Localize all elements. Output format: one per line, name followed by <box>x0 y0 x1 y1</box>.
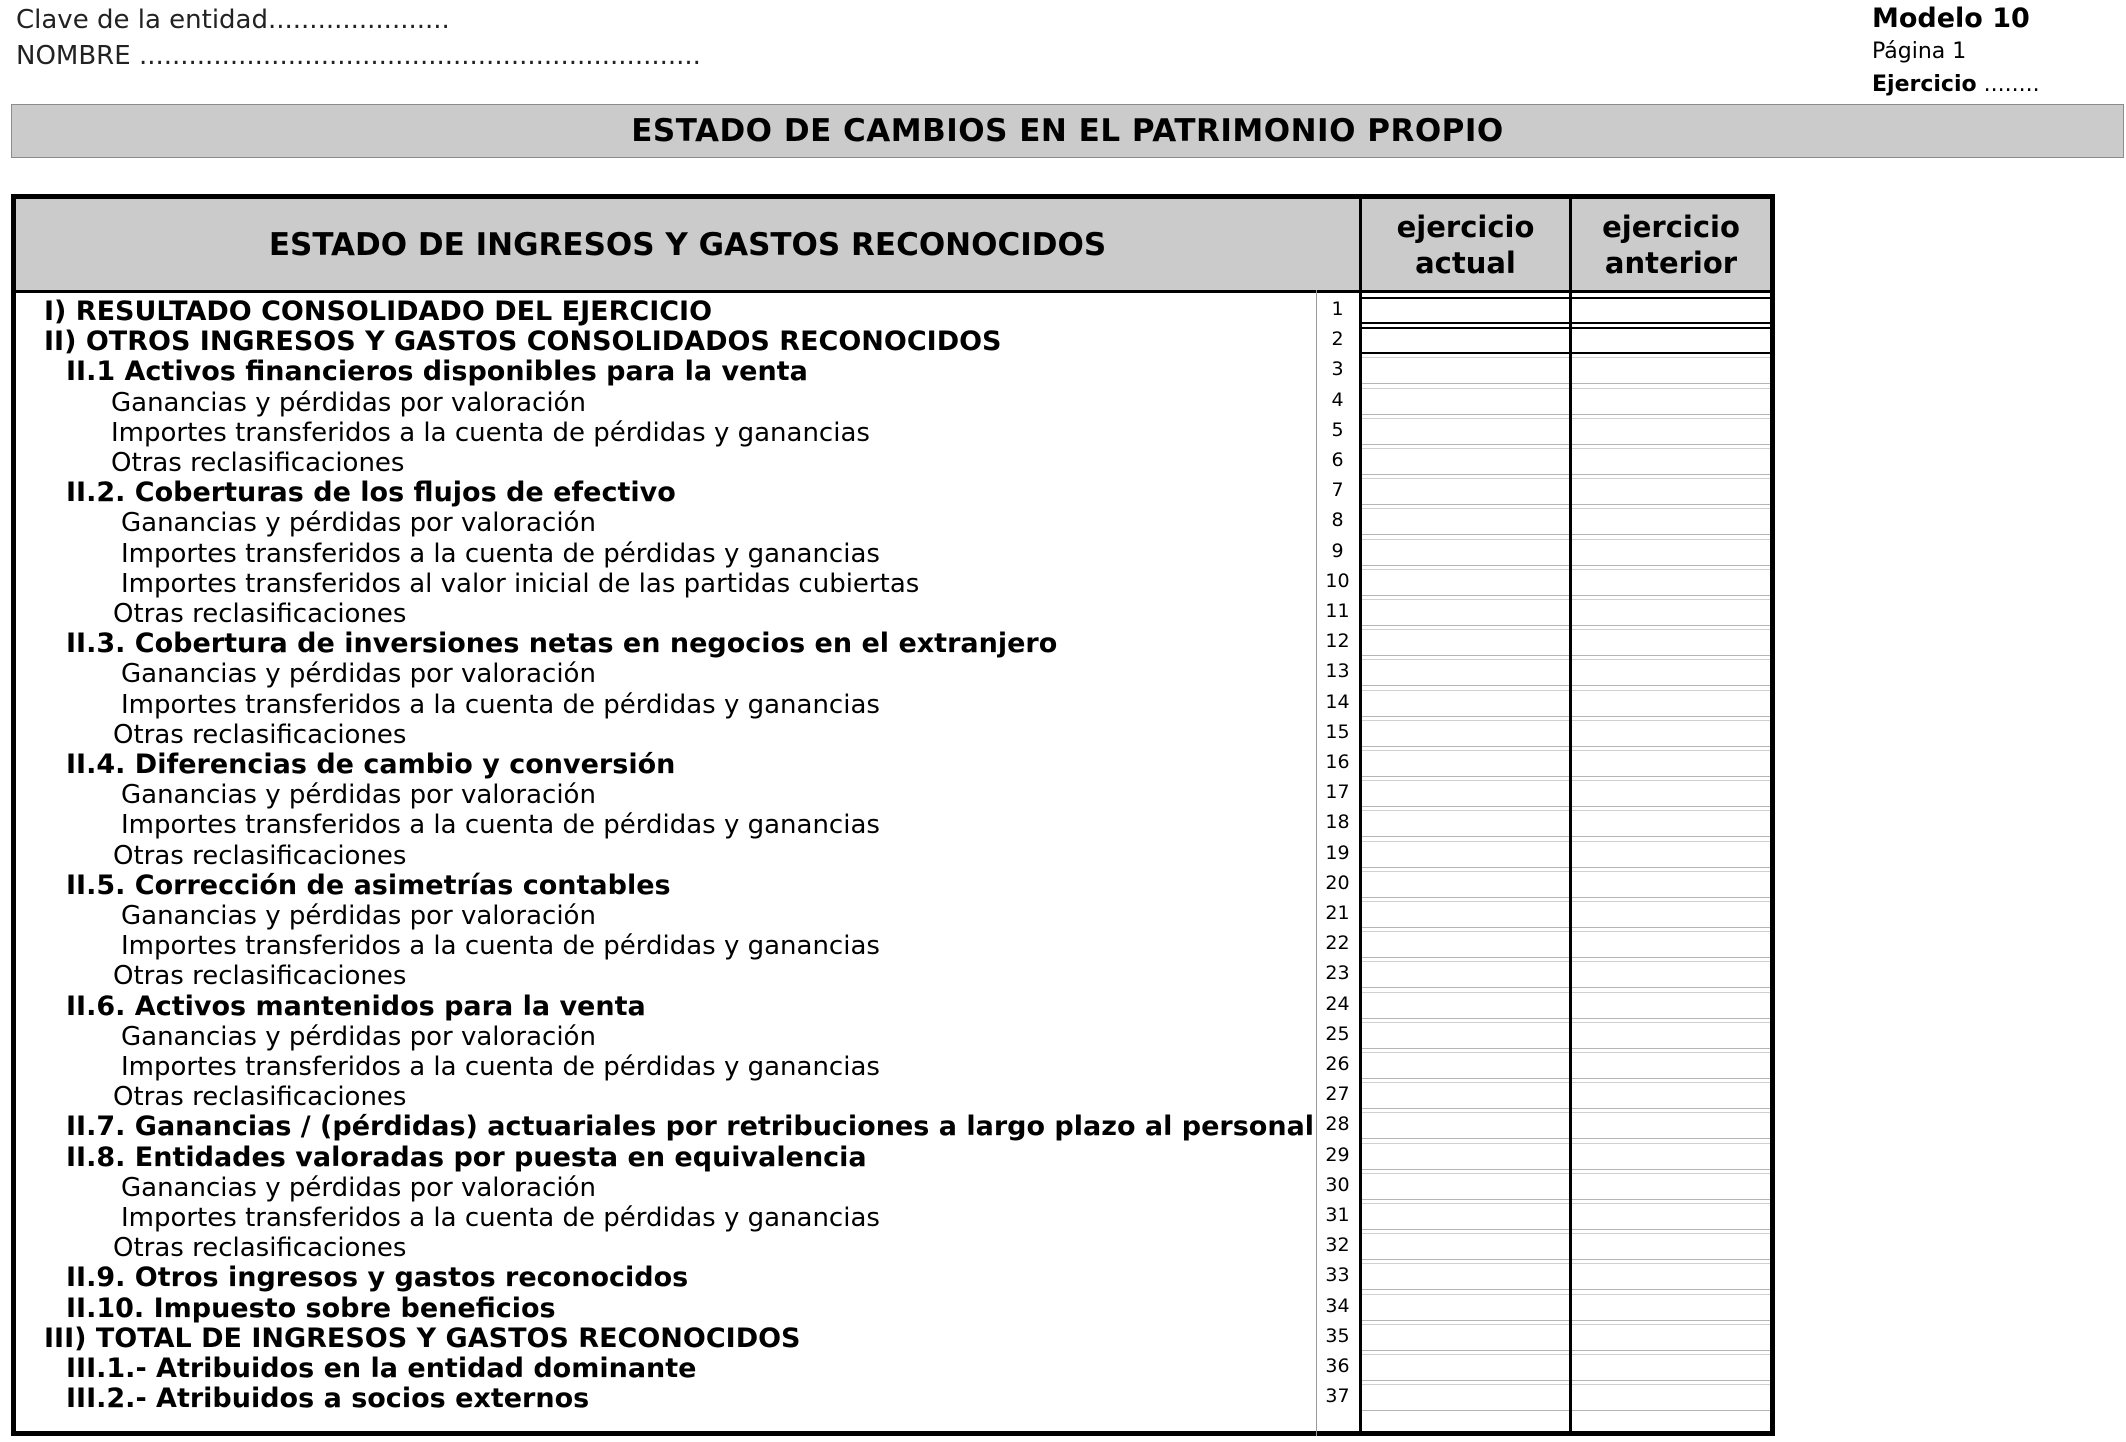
previous-year-input[interactable] <box>1572 418 1770 445</box>
current-year-input[interactable] <box>1362 327 1569 354</box>
current-year-input[interactable] <box>1362 539 1569 566</box>
row-number: 12 <box>1325 630 1350 653</box>
current-year-input[interactable] <box>1362 388 1569 415</box>
row-label: Otras reclasificaciones <box>113 1082 407 1113</box>
row-label: Importes transferidos a la cuenta de pérdidas y ganancias <box>121 1203 880 1233</box>
row-label: Otras reclasificaciones <box>113 840 407 871</box>
row-label: II.2. Coberturas de los flujos de efectivo <box>66 477 676 509</box>
previous-year-input[interactable] <box>1572 1173 1770 1200</box>
current-year-input[interactable] <box>1362 780 1569 807</box>
current-year-input[interactable] <box>1362 418 1569 445</box>
row-number: 1 <box>1331 298 1344 320</box>
table-row <box>16 1201 1770 1231</box>
previous-year-input[interactable] <box>1572 750 1770 777</box>
table-title: ESTADO DE INGRESOS Y GASTOS RECONOCIDOS <box>268 226 1107 263</box>
row-label: II.4. Diferencias de cambio y conversión <box>66 749 676 780</box>
table-row <box>16 325 1770 358</box>
previous-year-input[interactable] <box>1572 1082 1770 1109</box>
previous-year-input[interactable] <box>1572 448 1770 475</box>
previous-year-input[interactable] <box>1572 327 1770 354</box>
entity-header <box>16 2 701 74</box>
previous-year-input[interactable] <box>1572 931 1770 958</box>
row-number: 23 <box>1325 962 1350 985</box>
row-label: III) TOTAL DE INGRESOS Y GASTOS RECONOCIDOS <box>44 1322 801 1354</box>
current-year-input[interactable] <box>1362 1294 1569 1321</box>
row-number: 4 <box>1331 388 1344 411</box>
page-title: ESTADO DE CAMBIOS EN EL PATRIMONIO PROPIO <box>11 104 2124 158</box>
current-year-input[interactable] <box>1362 1233 1569 1260</box>
row-number: 29 <box>1325 1143 1350 1166</box>
current-year-input[interactable] <box>1362 478 1569 505</box>
row-label: Otras reclasificaciones <box>113 719 407 750</box>
row-number: 37 <box>1325 1385 1350 1408</box>
current-year-input[interactable] <box>1362 901 1569 928</box>
row-label: Otras reclasificaciones <box>113 1233 407 1264</box>
table-row <box>16 1050 1770 1080</box>
table-row <box>16 567 1770 597</box>
table-row <box>16 1110 1770 1143</box>
current-year-input[interactable] <box>1362 599 1569 626</box>
row-number: 3 <box>1331 358 1344 381</box>
row-number: 10 <box>1325 569 1350 592</box>
row-label: Ganancias y pérdidas por valoración <box>111 387 586 418</box>
current-year-input[interactable] <box>1362 931 1569 958</box>
row-label: Ganancias y pérdidas por valoración <box>121 659 596 690</box>
current-year-input[interactable] <box>1362 690 1569 717</box>
table-row <box>16 1141 1770 1171</box>
current-year-input[interactable] <box>1362 1324 1569 1351</box>
row-label: Importes transferidos a la cuenta de pérdidas y ganancias <box>121 810 880 841</box>
current-year-input[interactable] <box>1362 659 1569 686</box>
row-label: Importes transferidos a la cuenta de pérdidas y ganancias <box>111 417 870 448</box>
table-row <box>16 597 1770 627</box>
form-model: Modelo 10 <box>1872 3 2030 34</box>
table-row <box>16 537 1770 567</box>
table-row <box>16 506 1770 539</box>
previous-year-input[interactable] <box>1572 357 1770 384</box>
previous-year-input[interactable] <box>1572 1052 1770 1079</box>
previous-year-input[interactable] <box>1572 841 1770 868</box>
current-year-input[interactable] <box>1362 448 1569 475</box>
row-label: Importes transferidos a la cuenta de pérdidas y ganancias <box>121 1052 880 1082</box>
page-number: Página 1 <box>1872 39 1967 64</box>
table-row <box>16 657 1770 690</box>
table-row <box>16 748 1770 778</box>
previous-year-input[interactable] <box>1572 961 1770 988</box>
previous-year-input[interactable] <box>1572 871 1770 898</box>
current-year-input[interactable] <box>1362 992 1569 1019</box>
column-header-current-year: ejercicio actual <box>1396 209 1535 280</box>
table-row <box>16 808 1770 841</box>
current-year-input[interactable] <box>1362 1112 1569 1139</box>
previous-year-input[interactable] <box>1572 388 1770 415</box>
previous-year-input[interactable] <box>1572 629 1770 656</box>
row-label: III.1.- Atribuidos en la entidad dominante <box>66 1353 697 1384</box>
row-label: Ganancias y pérdidas por valoración <box>121 780 596 811</box>
previous-year-input[interactable] <box>1572 569 1770 596</box>
row-label: Importes transferidos a la cuenta de pérdidas y ganancias <box>121 538 880 569</box>
previous-year-input[interactable] <box>1572 992 1770 1019</box>
current-year-input[interactable] <box>1362 297 1569 324</box>
current-year-input[interactable] <box>1362 1143 1569 1170</box>
table-row <box>16 959 1770 992</box>
row-label: II.5. Corrección de asimetrías contables <box>66 869 671 901</box>
row-number: 31 <box>1325 1204 1350 1226</box>
table-row <box>16 839 1770 869</box>
entity-key-field: Clave de la entidad...................... <box>16 5 450 35</box>
previous-year-input[interactable] <box>1572 901 1770 928</box>
previous-year-input[interactable] <box>1572 599 1770 626</box>
previous-year-input[interactable] <box>1572 810 1770 837</box>
fiscal-year-label: Ejercicio <box>1872 72 1977 97</box>
table-row <box>16 1020 1770 1050</box>
previous-year-input[interactable] <box>1572 1294 1770 1321</box>
previous-year-input[interactable] <box>1572 659 1770 686</box>
previous-year-input[interactable] <box>1572 1263 1770 1290</box>
table-row <box>16 416 1770 446</box>
current-year-input[interactable] <box>1362 1354 1569 1381</box>
table-header <box>16 199 1770 293</box>
table-row <box>16 295 1770 325</box>
income-expense-table <box>11 194 1775 1436</box>
previous-year-input[interactable] <box>1572 1203 1770 1230</box>
current-year-input[interactable] <box>1362 569 1569 596</box>
row-number: 2 <box>1331 328 1344 351</box>
current-year-input[interactable] <box>1362 1022 1569 1049</box>
row-label: II) OTROS INGRESOS Y GASTOS CONSOLIDADOS RECONOCIDOS <box>44 326 1002 358</box>
row-number: 26 <box>1325 1053 1350 1075</box>
row-number: 27 <box>1325 1083 1350 1106</box>
table-row <box>16 990 1770 1020</box>
table-row <box>16 1322 1770 1352</box>
row-label: II.8. Entidades valoradas por puesta en equivalencia <box>66 1141 867 1173</box>
row-label: II.1 Activos financieros disponibles para la venta <box>66 356 808 388</box>
current-year-input[interactable] <box>1362 508 1569 535</box>
row-label: II.10. Impuesto sobre beneficios <box>66 1292 556 1324</box>
table-row <box>16 1352 1770 1382</box>
row-number: 19 <box>1325 841 1350 864</box>
row-label: III.2.- Atribuidos a socios externos <box>66 1383 590 1415</box>
row-number: 13 <box>1325 660 1350 683</box>
table-row <box>16 1171 1770 1201</box>
previous-year-input[interactable] <box>1572 1354 1770 1381</box>
previous-year-input[interactable] <box>1572 1022 1770 1049</box>
current-year-input[interactable] <box>1362 1052 1569 1079</box>
previous-year-input[interactable] <box>1572 1112 1770 1139</box>
row-label: Ganancias y pérdidas por valoración <box>121 1172 596 1203</box>
current-year-input[interactable] <box>1362 1384 1569 1411</box>
current-year-input[interactable] <box>1362 961 1569 988</box>
table-row <box>16 446 1770 476</box>
row-number: 33 <box>1325 1264 1350 1287</box>
table-row <box>16 627 1770 660</box>
row-label: Otras reclasificaciones <box>113 961 407 992</box>
previous-year-input[interactable] <box>1572 508 1770 535</box>
fiscal-year-field <box>1872 68 2040 101</box>
table-row <box>16 1261 1770 1294</box>
row-number: 6 <box>1331 449 1344 471</box>
row-number: 18 <box>1325 811 1350 834</box>
current-year-input[interactable] <box>1362 810 1569 837</box>
table-row <box>16 355 1770 388</box>
previous-year-input[interactable] <box>1572 1233 1770 1260</box>
table-row <box>16 718 1770 748</box>
row-number: 28 <box>1325 1113 1350 1136</box>
row-number: 30 <box>1325 1173 1350 1196</box>
previous-year-input[interactable] <box>1572 539 1770 566</box>
table-row <box>16 929 1770 962</box>
previous-year-input[interactable] <box>1572 1384 1770 1411</box>
previous-year-input[interactable] <box>1572 1324 1770 1351</box>
row-number: 20 <box>1325 871 1350 894</box>
row-number: 35 <box>1325 1324 1350 1347</box>
row-label: Importes transferidos a la cuenta de pérdidas y ganancias <box>121 931 880 962</box>
row-number: 5 <box>1331 418 1344 441</box>
row-number: 17 <box>1325 781 1350 804</box>
previous-year-input[interactable] <box>1572 690 1770 717</box>
current-year-input[interactable] <box>1362 1203 1569 1230</box>
previous-year-input[interactable] <box>1572 1143 1770 1170</box>
current-year-input[interactable] <box>1362 1263 1569 1290</box>
current-year-input[interactable] <box>1362 750 1569 777</box>
current-year-input[interactable] <box>1362 871 1569 898</box>
row-label: Importes transferidos a la cuenta de pérdidas y ganancias <box>121 689 880 720</box>
fiscal-year-value: ........ <box>1983 72 2040 97</box>
row-label: Importes transferidos al valor inicial de las partidas cubiertas <box>121 568 920 599</box>
table-row <box>16 476 1770 509</box>
row-label: II.9. Otros ingresos y gastos reconocidos <box>66 1262 689 1294</box>
table-row <box>16 1292 1770 1322</box>
row-label: I) RESULTADO CONSOLIDADO DEL EJERCICIO <box>44 296 713 327</box>
row-number: 32 <box>1325 1234 1350 1257</box>
row-label: II.6. Activos mantenidos para la venta <box>66 990 646 1022</box>
table-row <box>16 688 1770 718</box>
column-header-previous-year: ejercicio anterior <box>1602 209 1740 280</box>
table-row <box>16 386 1770 416</box>
row-number: 16 <box>1325 751 1350 773</box>
row-label: Ganancias y pérdidas por valoración <box>121 901 596 931</box>
row-label: Otras reclasificaciones <box>113 599 407 629</box>
current-year-input[interactable] <box>1362 357 1569 384</box>
row-label: Ganancias y pérdidas por valoración <box>121 1021 596 1052</box>
table-row <box>16 1382 1770 1415</box>
previous-year-input[interactable] <box>1572 780 1770 807</box>
row-label: Otras reclasificaciones <box>111 448 405 478</box>
current-year-input[interactable] <box>1362 1173 1569 1200</box>
table-row <box>16 899 1770 929</box>
row-number: 15 <box>1325 720 1350 743</box>
row-label: II.7. Ganancias / (pérdidas) actuariales por retribuciones a largo plazo al personal <box>66 1111 1315 1143</box>
previous-year-input[interactable] <box>1572 297 1770 324</box>
previous-year-input[interactable] <box>1572 720 1770 747</box>
row-number: 11 <box>1325 600 1350 622</box>
table-row <box>16 1231 1770 1264</box>
entity-name-field: NOMBRE .................................................................... <box>16 41 701 71</box>
row-number: 25 <box>1325 1022 1350 1045</box>
table-row <box>16 778 1770 811</box>
table-row <box>16 1080 1770 1113</box>
current-year-input[interactable] <box>1362 629 1569 656</box>
row-number: 21 <box>1325 902 1350 924</box>
previous-year-input[interactable] <box>1572 478 1770 505</box>
row-number: 24 <box>1325 992 1350 1015</box>
row-number: 9 <box>1331 539 1344 562</box>
current-year-input[interactable] <box>1362 841 1569 868</box>
current-year-input[interactable] <box>1362 720 1569 747</box>
row-number: 36 <box>1325 1355 1350 1377</box>
table-row <box>16 869 1770 899</box>
row-number: 14 <box>1325 690 1350 713</box>
form-meta <box>1872 2 2040 101</box>
row-number: 34 <box>1325 1294 1350 1317</box>
row-label: Ganancias y pérdidas por valoración <box>121 508 596 539</box>
row-number: 8 <box>1331 509 1344 532</box>
row-label: II.3. Cobertura de inversiones netas en negocios en el extranjero <box>66 628 1058 660</box>
row-number: 22 <box>1325 932 1350 955</box>
row-number: 7 <box>1331 479 1344 502</box>
current-year-input[interactable] <box>1362 1082 1569 1109</box>
